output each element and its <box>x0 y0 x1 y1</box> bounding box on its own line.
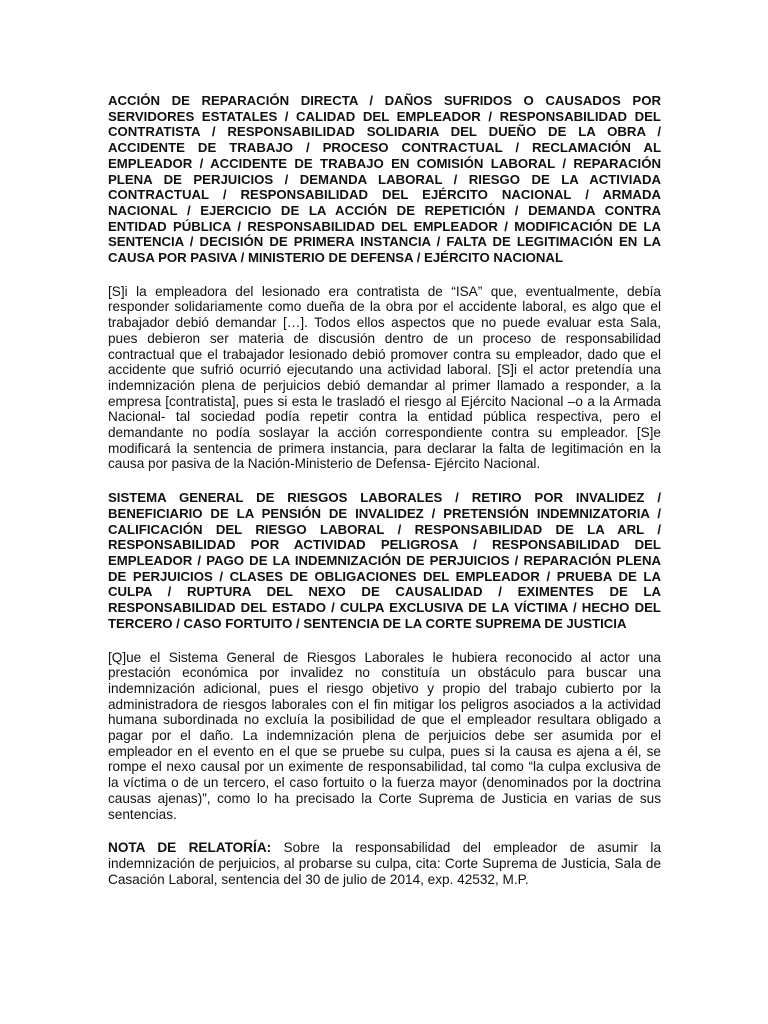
relatoria-note <box>108 840 661 887</box>
paragraph-2: [Q]ue el Sistema General de Riesgos Laborales le hubiera reconocido al actor una prestación económica por invalidez no constituía un obstáculo para buscar una indemnización adicional, pues el riesgo objetivo y propio del trabajo cubierto por la administradora de riesgos laborales con el fin mitigar los peligros asociados a la actividad humana subordinada no excluía la posibilidad de que el empleador resultara obligado a pagar por el daño. La indemnización plena de perjuicios debe ser asumida por el empleador en el evento en el que se pruebe su culpa, pues si la causa es ajena a él, se rompe el nexo causal por un eximente de responsabilidad, tal como “la culpa exclusiva de la víctima o de un tercero, el caso fortuito o la fuerza mayor (denominados por la doctrina causas ajenas)”, como lo ha precisado la Corte Suprema de Justicia en varias de sus sentencias. <box>108 649 661 822</box>
section-heading-1: ACCIÓN DE REPARACIÓN DIRECTA / DAÑOS SUFRIDOS O CAUSADOS POR SERVIDORES ESTATALES / CALIDAD DEL EMPLEADOR / RESPONSABILIDAD DEL CONTRATISTA / RESPONSABILIDAD SOLIDARIA DEL DUEÑO DE LA OBRA / ACCIDENTE DE TRABAJO / PROCESO CONTRACTUAL / RECLAMACIÓN AL EMPLEADOR / ACCIDENTE DE TRABAJO EN COMISIÓN LABORAL / REPARACIÓN PLENA DE PERJUICIOS / DEMANDA LABORAL / RIESGO DE LA ACTIVIADA CONTRACTUAL / RESPONSABILIDAD DEL EJÉRCITO NACIONAL / ARMADA NACIONAL / EJERCICIO DE LA ACCIÓN DE REPETICIÓN / DEMANDA CONTRA ENTIDAD PÚBLICA / RESPONSABILIDAD DEL EMPLEADOR / MODIFICACIÓN DE LA SENTENCIA / DECISIÓN DE PRIMERA INSTANCIA / FALTA DE LEGITIMACIÓN EN LA CAUSA POR PASIVA / MINISTERIO DE DEFENSA / EJÉRCITO NACIONAL <box>108 93 661 266</box>
document-page <box>108 93 661 887</box>
note-label: NOTA DE RELATORÍA: <box>108 840 272 856</box>
paragraph-1: [S]i la empleadora del lesionado era contratista de “ISA” que, eventualmente, debía responder solidariamente como dueña de la obra por el accidente laboral, es algo que el trabajador debió demandar […]. Todos ellos aspectos que no puede evaluar esta Sala, pues debieron ser materia de discusión dentro de un proceso de responsabilidad contractual que el trabajador lesionado debió promover contra su empleador, dado que el accidente que sufrió ocurrió ejecutando una actividad laboral. [S]i el actor pretendía una indemnización plena de perjuicios debió demandar al primer llamado a responder, a la empresa [contratista], pues si esta le trasladó el riesgo al Ejército Nacional –o a la Armada Nacional- tal sociedad podía repetir contra la entidad pública respectiva, pero el demandante no podía soslayar la acción correspondiente contra su empleador. [S]e modificará la sentencia de primera instancia, para declarar la falta de legitimación en la causa por pasiva de la Nación-Ministerio de Defensa- Ejército Nacional. <box>108 283 661 472</box>
note-text: Sobre la responsabilidad del empleador de asumir la indemnización de perjuicios, al probarse su culpa, cita: Corte Suprema de Justicia, Sala de Casación Laboral, sentencia del 30 de julio de 2014, exp. 42532, M.P. <box>108 840 661 887</box>
section-heading-2: SISTEMA GENERAL DE RIESGOS LABORALES / RETIRO POR INVALIDEZ / BENEFICIARIO DE LA PENSIÓN DE INVALIDEZ / PRETENSIÓN INDEMNIZATORIA / CALIFICACIÓN DEL RIESGO LABORAL / RESPONSABILIDAD DE LA ARL / RESPONSABILIDAD POR ACTIVIDAD PELIGROSA / RESPONSABILIDAD DEL EMPLEADOR / PAGO DE LA INDEMNIZACIÓN DE PERJUICIOS / REPARACIÓN PLENA DE PERJUICIOS / CLASES DE OBLIGACIONES DEL EMPLEADOR / PRUEBA DE LA CULPA / RUPTURA DEL NEXO DE CAUSALIDAD / EXIMENTES DE LA RESPONSABILIDAD DEL ESTADO / CULPA EXCLUSIVA DE LA VÍCTIMA / HECHO DEL TERCERO / CASO FORTUITO / SENTENCIA DE LA CORTE SUPREMA DE JUSTICIA <box>108 490 661 631</box>
